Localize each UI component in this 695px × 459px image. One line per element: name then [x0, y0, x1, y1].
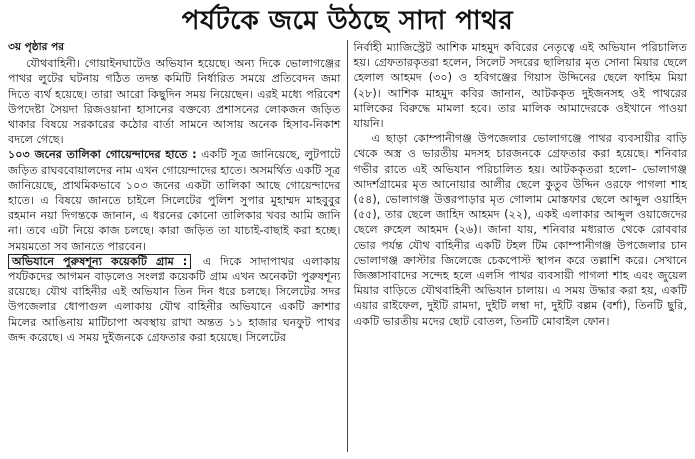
subhead-villages: অভিযানে পুরুষশূন্য কয়েকটি গ্রাম :: [8, 254, 191, 269]
right-paragraph-2: এ ছাড়া কোম্পানীগঞ্জ উপজেলার ভোলাগঞ্জে পাথর ব্যবসায়ীর বাড়ি থেকে অস্ত্র ও ভারতীয় মদসহ চারজনকে গ্রেফতার করা হয়েছে। শনিবার গভীর রাতে এই অভিযান পরিচালিত হয়। আটককৃতরা হলো– ভোলাগঞ্জ আদর্শগ্রামের মৃত আনোয়ার আলীর ছেলে কুতুব উদ্দিন ওরফে পাগলা শাহ (৫৪), ভোলাগঞ্জ উত্তরপাড়ার মৃত গোলাম মোস্তফার ছেলে আব্দুল ওয়াহিদ (৫৫), তার ছেলে জাহিদ আহমদ (২২), একই এলাকার আব্দুল ওয়াজেদের ছেলে রুহেল আহমদ (২৬)। জানা যায়, শনিবার মধ্যরাত থেকে রোববার ভোর পর্যন্ত যৌথ বাহিনীর একটি টহল টিম কোম্পানীগঞ্জ উপজেলার চান ভোলাগঞ্জ ক্রাস্টার জিলেজে চেকপোস্ট স্থাপন করে তল্লাশি করে। সেখানে জিজ্ঞাসাবাদের সন্দেহ হলে এলসি পাথর ব্যবসায়ী পাগলা শাহ এবং জুয়েল মিয়ার বাড়িতে যৌথবাহিনী অভিযান চালায়। এ সময় উদ্ধার করা হয়, একটি এয়ার রাইফেল, দুইটি রামদা, দুইটি লম্বা দা, দুইটি বল্লম (বর্শা), তিনটি ছুরি, একটি ভারতীয় মদের ছোট বোতল, তিনটি মোবাইল ফোন।: [353, 132, 687, 328]
right-column: [348, 40, 688, 452]
headline: পর্যটকে জমে উঠছে সাদা পাথর: [181, 6, 514, 36]
left-column: [8, 40, 348, 452]
subhead-103-list: ১০৩ জনের তালিকা গোয়েন্দাদের হাতে :: [8, 148, 197, 162]
left-paragraph-1: যৌথবাহিনী। গোয়াইনঘাটেও অভিযান হয়েছে। অন্য দিকে ভোলাগঞ্জের পাথর লুটের ঘটনায় গঠিত তদন্ত কমিটি নির্ধারিত সময়ে প্রতিবেদন জমা দিতে ব্যর্থ হয়েছে। তারা আরো কিছুদিন সময় নিয়েছেন। এরই মধ্যে পরিবেশ উপদেষ্টা সৈয়দা রিজওয়ানা হাসানের বক্তব্যে প্রশাসনের লোকজন জড়িত থাকার বিষয়ে সরকারের কঠোর বার্তা সামনে আসায় অনেক হিসাব-নিকাশ বদলে গেছে।: [8, 57, 341, 147]
jump-label: ৩য় পৃষ্ঠার পর: [8, 41, 65, 53]
left-paragraph-3-body: এ দিকে সাদাপাথর এলাকায় পর্যটকদের আগমন বাড়লেও সংলগ্ন কয়েকটি গ্রাম এখন অনেকটা পুরুষশূন্য রয়েছে। যৌথ বাহিনীর এই অভিযান তিন দিন ধরে চলছে। সিলেটের সদর উপজেলার ধোপাগুল এলাকায় যৌথ বাহিনীর অভিযানে একটি ক্রাশার মিলের আঙিনায় মাটিচাপা অবস্থায় রাখা অন্তত ১১ হাজার ঘনফুট পাথর জব্দ করেছে। এ সময় দুইজনকে গ্রেফতার করা হয়েছে। সিলেটের: [8, 254, 341, 344]
right-paragraph-1: নির্বাহী ম্যাজিস্ট্রেট আশিক মাহমুদ কবিরের নেতৃত্বে এই অভিযান পরিচালিত হয়। গ্রেফতারকৃতরা হলেন, সিলেট সদরের ছালিয়ার মৃত সোনা মিয়ার ছেলে হেলাল আহমদ (৩০) ও হবিগঞ্জের গিয়াস উদ্দিনের ছেলে ফাহিম মিয়া (২৮)। আশিক মাহমুদ কবির জানান, আটককৃত দুইজনসহ ওই পাথরের মালিকের বিরুদ্ধে মামলা হবে। তার মালিক আমাদেরকে ওইখানে পাওয়া যায়নি।: [353, 41, 687, 131]
left-paragraph-2: [8, 147, 341, 253]
article-columns: [8, 40, 687, 452]
left-paragraph-3: [8, 254, 341, 345]
left-paragraph-2-body: একটি সূত্র জানিয়েছে, লুটপাটে জড়িত রাঘববোয়ালদের নাম এখন গোয়েন্দাদের হাতে। অসমর্থিত একটি সূত্র জানিয়েছে, প্রাথমিকভাবে ১০৩ জনের একটা তালিকা আছে গোয়েন্দাদের হাতে। এ বিষয়ে জানতে চাইলে সিলেটের পুলিশ সুপার মুহাম্মদ মাহবুবুর রহমান নয়া দিগন্তকে জানান, এ ধরনের কোনো তালিকার খবর আমি জানি না। তবে এটা নিয়ে কাজ চলছে। কারা জড়িত তা যাচাই-বাছাই করা হচ্ছে। সময়মতো সব জানতে পারবেন।: [8, 148, 341, 253]
